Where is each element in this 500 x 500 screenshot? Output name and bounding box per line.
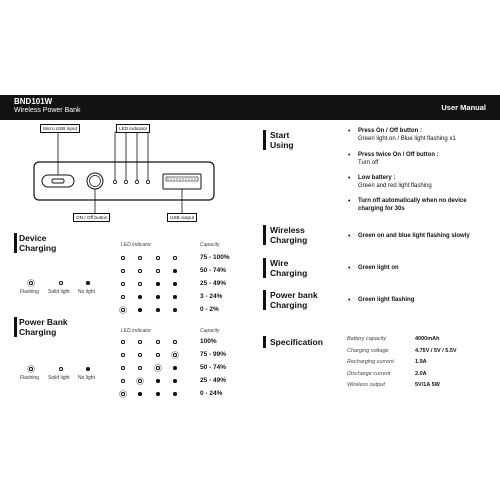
device-capacity-1: 75 - 100% [200, 254, 230, 261]
power-bank-charging-title-line1: Power Bank [19, 317, 68, 327]
pb-led-1-4 [173, 340, 177, 344]
spec-label-5: Wireless output [347, 382, 385, 388]
device-capacity-4: 3 - 24% [200, 293, 223, 300]
pb-capacity-4: 25 - 49% [200, 377, 227, 384]
wireless-charging-status [358, 233, 500, 241]
pb-led-5-3 [156, 392, 160, 396]
start-using-title [270, 130, 294, 150]
start-item-3-text: Green and red light flashing [358, 182, 432, 189]
pb-led-3-2 [138, 366, 142, 370]
device-led-4-1 [121, 295, 125, 299]
pb-capacity-header: Capacity [200, 328, 220, 334]
pb-capacity-3: 50 - 74% [200, 364, 227, 371]
specification-title: Specification [270, 337, 323, 347]
callout-led-indicator: LED indicator [116, 124, 150, 133]
device-led-3-2 [138, 282, 142, 286]
legend-flashing-led [29, 281, 33, 285]
spec-value-4: 2.0A [415, 370, 427, 377]
device-led-5-1 [121, 308, 125, 312]
device-charging-title-line1: Device [19, 233, 47, 243]
pb-status-bar [263, 290, 266, 310]
device-led-1-1 [121, 256, 125, 260]
pb-legend-no-light-led [86, 367, 90, 371]
power-bank-drawing [0, 120, 240, 230]
spec-value-3: 1.9A [415, 359, 427, 365]
wireless-title-line1: Wireless [270, 225, 305, 235]
pb-led-5-4 [173, 392, 177, 396]
pb-led-3-4 [173, 366, 177, 370]
legend-solid-label: Solid light [48, 289, 70, 295]
start-item-4-heading: Turn off automatically when no device charging for 30s [358, 198, 467, 212]
pb-led-2-1 [121, 353, 125, 357]
pb-led-3-3 [156, 366, 160, 370]
pb-led-2-4 [173, 353, 177, 357]
power-bank-illustration [0, 120, 240, 230]
pb-led-4-2 [138, 379, 142, 383]
device-led-2-3 [156, 269, 160, 273]
pb-led-4-4 [173, 379, 177, 383]
pb-led-1-1 [121, 340, 125, 344]
device-charging-title-line2: Charging [19, 243, 57, 253]
start-item-2-text: Turn off [358, 159, 379, 166]
pb-status-text: Green light flashing [358, 297, 415, 303]
spec-value-1: 4000mAh [415, 336, 440, 342]
pb-legend-solid-label: Solid light [48, 375, 70, 381]
legend-solid-led [59, 281, 63, 285]
device-led-4-2 [138, 295, 142, 299]
device-led-1-4 [173, 256, 177, 260]
start-item-1-heading: Press On / Off button : [358, 128, 422, 134]
callout-micro-usb: Micro USB input [40, 124, 80, 133]
pb-led-1-3 [156, 340, 160, 344]
device-led-1-3 [156, 256, 160, 260]
wire-title-line1: Wire [270, 258, 289, 268]
pb-status-title-line1: Power bank [270, 290, 318, 300]
pb-legend-no-light-label: No light [78, 375, 95, 381]
manual-label: User Manual [441, 103, 486, 112]
pb-status-title [270, 290, 318, 310]
start-using-title-line2: Using [270, 140, 294, 150]
pb-led-5-1 [121, 392, 125, 396]
spec-value-5: 5V/1A 5W [415, 382, 440, 388]
power-bank-charging-title-line2: Charging [19, 327, 57, 337]
device-capacity-header: Capacity [200, 242, 220, 248]
device-charging-bar [14, 233, 17, 253]
pb-led-4-3 [156, 379, 160, 383]
start-using-bar [263, 130, 266, 150]
device-led-3-3 [156, 282, 160, 286]
legend-flashing-label: Flashing [20, 289, 39, 295]
start-item-4 [358, 198, 478, 213]
wire-charging-bar [263, 258, 266, 278]
pb-legend-flashing-led [29, 367, 33, 371]
device-led-3-4 [173, 282, 177, 286]
pb-capacity-2: 75 - 99% [200, 351, 227, 358]
wireless-title-line2: Charging [270, 235, 308, 245]
device-led-4-4 [173, 295, 177, 299]
wireless-status-text: Green on and blue light flashing slowly [358, 233, 470, 239]
pb-legend [18, 364, 108, 384]
device-capacity-2: 50 - 74% [200, 267, 227, 274]
callout-on-off-button: ON / Off button [73, 213, 110, 222]
pb-capacity-5: 0 - 24% [200, 390, 223, 397]
pb-led-4-1 [121, 379, 125, 383]
pb-led-header: LED indicator [121, 328, 152, 334]
start-item-2-heading: Press twice On / Off button : [358, 152, 439, 158]
device-led-3-1 [121, 282, 125, 286]
pb-capacity-1: 100% [200, 338, 217, 345]
start-item-3 [358, 175, 500, 190]
device-legend [18, 278, 108, 298]
start-item-2 [358, 152, 500, 167]
spec-label-2: Charging voltage [347, 347, 389, 354]
pb-led-2-3 [156, 353, 160, 357]
pb-led-3-1 [121, 366, 125, 370]
device-led-4-3 [156, 295, 160, 299]
device-led-1-2 [138, 256, 142, 260]
specification-bar [263, 336, 266, 348]
pb-charging-status [358, 297, 500, 305]
pb-legend-flashing-label: Flashing [20, 375, 39, 381]
wireless-charging-title [270, 225, 307, 245]
pb-led-1-2 [138, 340, 142, 344]
model-name: BND101W [14, 97, 53, 106]
start-using-title-line1: Start [270, 130, 290, 140]
pb-led-5-2 [138, 392, 142, 396]
device-led-5-2 [138, 308, 142, 312]
device-led-5-4 [173, 308, 177, 312]
device-led-2-4 [173, 269, 177, 273]
wireless-charging-bar [263, 225, 266, 245]
spec-label-4: Discharge current [347, 370, 391, 377]
spec-value-2: 4.75V / 5V / 5.5V [415, 347, 457, 354]
header-bar [0, 95, 500, 120]
spec-label-1: Battery capacity [347, 336, 387, 342]
device-led-5-3 [156, 308, 160, 312]
wire-charging-status [358, 265, 500, 273]
wire-status-text: Green light on [358, 265, 399, 271]
device-led-2-1 [121, 269, 125, 273]
pb-led-2-2 [138, 353, 142, 357]
pb-status-title-line2: Charging [270, 300, 308, 310]
pb-legend-solid-led [59, 367, 63, 371]
spec-label-3: Recharging current [347, 359, 394, 365]
start-item-3-heading: Low battery : [358, 175, 396, 181]
wire-title-line2: Charging [270, 268, 308, 278]
legend-no-light-led [86, 281, 90, 285]
callout-usb-output: USB output [167, 213, 197, 222]
power-bank-charging-bar [14, 317, 17, 337]
device-capacity-3: 25 - 49% [200, 280, 227, 287]
device-led-header: LED indicator [121, 242, 152, 248]
product-subtitle: Wireless Power Bank [14, 107, 81, 114]
device-capacity-5: 0 - 2% [200, 306, 219, 313]
device-led-2-2 [138, 269, 142, 273]
device-charging-title [19, 233, 56, 253]
start-item-1 [358, 128, 500, 143]
start-item-1-text: Green light on / Blue light flashing x1 [358, 135, 456, 142]
legend-no-light-label: No light [78, 289, 95, 295]
power-bank-charging-title [19, 317, 68, 337]
wire-charging-title [270, 258, 307, 278]
